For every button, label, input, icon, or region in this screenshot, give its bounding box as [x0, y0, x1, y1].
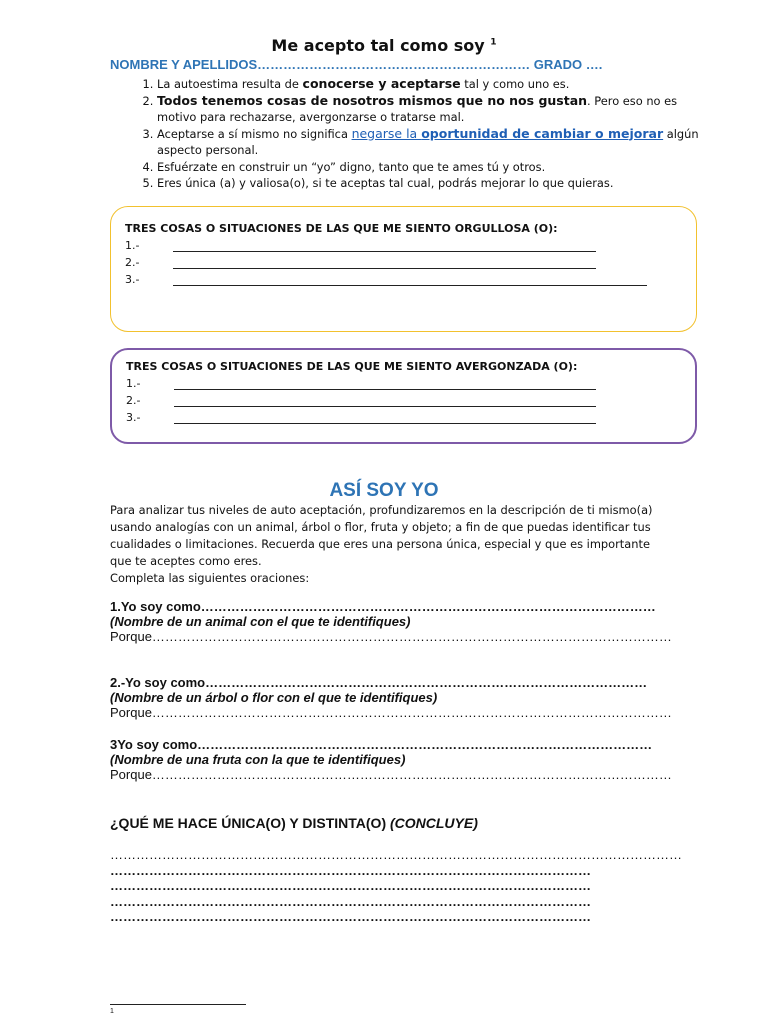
- question-1-because[interactable]: Porque…………………………………………………………………………………………………………: [110, 629, 672, 644]
- rule-item: 1. La autoestima resulta de conocerse y aceptarse tal y como uno es.: [157, 76, 717, 93]
- proud-box: [110, 206, 697, 332]
- proud-line-2[interactable]: 2.-: [125, 256, 139, 269]
- conclusion-line-1[interactable]: ……………………………………………………………………………………………………………………: [110, 847, 682, 862]
- proud-line-3[interactable]: 3.-: [125, 273, 139, 286]
- name-grade-line: NOMBRE Y APELLIDOS……………………………………………………… GRADO ….: [110, 57, 603, 72]
- proud-box-heading: TRES COSAS O SITUACIONES DE LAS QUE ME SIENTO ORGULLOSA (O):: [125, 222, 558, 235]
- shame-line-1[interactable]: 1.-: [126, 377, 140, 390]
- question-2: [110, 675, 670, 720]
- rules-list: [110, 76, 717, 192]
- footnote-separator: [110, 1004, 246, 1005]
- question-2-line[interactable]: 2.-Yo soy como…………………………………………………………………………………………: [110, 675, 648, 690]
- question-1: [110, 599, 670, 644]
- proud-line-1[interactable]: 1.-: [125, 239, 139, 252]
- intro-paragraph: Para analizar tus niveles de auto aceptación, profundizaremos en la descripción de ti mismo(a) usando analogías con un animal, árbol o flor, fruta y objeto; a fin de que puedas identificar tus cualidades o limitaciones. Recuerda que eres una persona única, especial y que es importante que te aceptes como eres. Completa las siguientes oraciones:: [110, 502, 670, 587]
- page-title: [0, 36, 768, 55]
- shame-line-2[interactable]: 2.-: [126, 394, 140, 407]
- instruction-text: Completa las siguientes oraciones:: [110, 571, 310, 585]
- question-3-line[interactable]: 3Yo soy como……………………………………………………………………………………………: [110, 737, 653, 752]
- title-text: Me acepto tal como soy: [271, 36, 485, 55]
- question-2-because[interactable]: Porque…………………………………………………………………………………………………………: [110, 705, 672, 720]
- question-1-hint: (Nombre de un animal con el que te identifiques): [110, 614, 411, 629]
- conclusion-line-3[interactable]: …………………………………………………………………………………………………: [110, 878, 591, 893]
- conclusion-line-5[interactable]: …………………………………………………………………………………………………: [110, 909, 591, 924]
- question-2-hint: (Nombre de un árbol o flor con el que te identifiques): [110, 690, 438, 705]
- change-opportunity-link[interactable]: negarse la oportunidad de cambiar o mejorar: [351, 125, 664, 141]
- rule-item: 5. Eres única (a) y valiosa(o), si te aceptas tal cual, podrás mejorar lo que quieras.: [157, 175, 717, 192]
- rule-item: 2. Todos tenemos cosas de nosotros mismos que no nos gustan. Pero eso no es motivo para rechazarse, avergonzarse o tratarse mal.: [157, 93, 717, 126]
- rule-item: 3. Aceptarse a sí mismo no significa negarse la oportunidad de cambiar o mejorar algún aspecto personal.: [157, 126, 717, 159]
- footnote-mark: 1: [110, 1008, 114, 1015]
- question-3-because[interactable]: Porque…………………………………………………………………………………………………………: [110, 767, 672, 782]
- shame-line-3[interactable]: 3.-: [126, 411, 140, 424]
- footnote-ref: 1: [490, 37, 497, 48]
- question-3-hint: (Nombre de una fruta con la que te identifiques): [110, 752, 406, 767]
- section-title: ASÍ SOY YO: [329, 480, 439, 501]
- question-1-line[interactable]: 1.Yo soy como……………………………………………………………………………………………: [110, 599, 656, 614]
- rule-item: 4. Esfuérzate en construir un “yo” digno, tanto que te ames tú y otros.: [157, 159, 717, 176]
- conclusion-line-2[interactable]: …………………………………………………………………………………………………: [110, 863, 591, 878]
- shame-box: [110, 348, 697, 444]
- question-3: [110, 737, 670, 782]
- conclusion-title: ¿QUÉ ME HACE ÚNICA(O) Y DISTINTA(O) (CONCLUYE): [110, 815, 478, 831]
- conclusion-line-4[interactable]: …………………………………………………………………………………………………: [110, 894, 591, 909]
- shame-box-heading: TRES COSAS O SITUACIONES DE LAS QUE ME SIENTO AVERGONZADA (O):: [126, 360, 578, 373]
